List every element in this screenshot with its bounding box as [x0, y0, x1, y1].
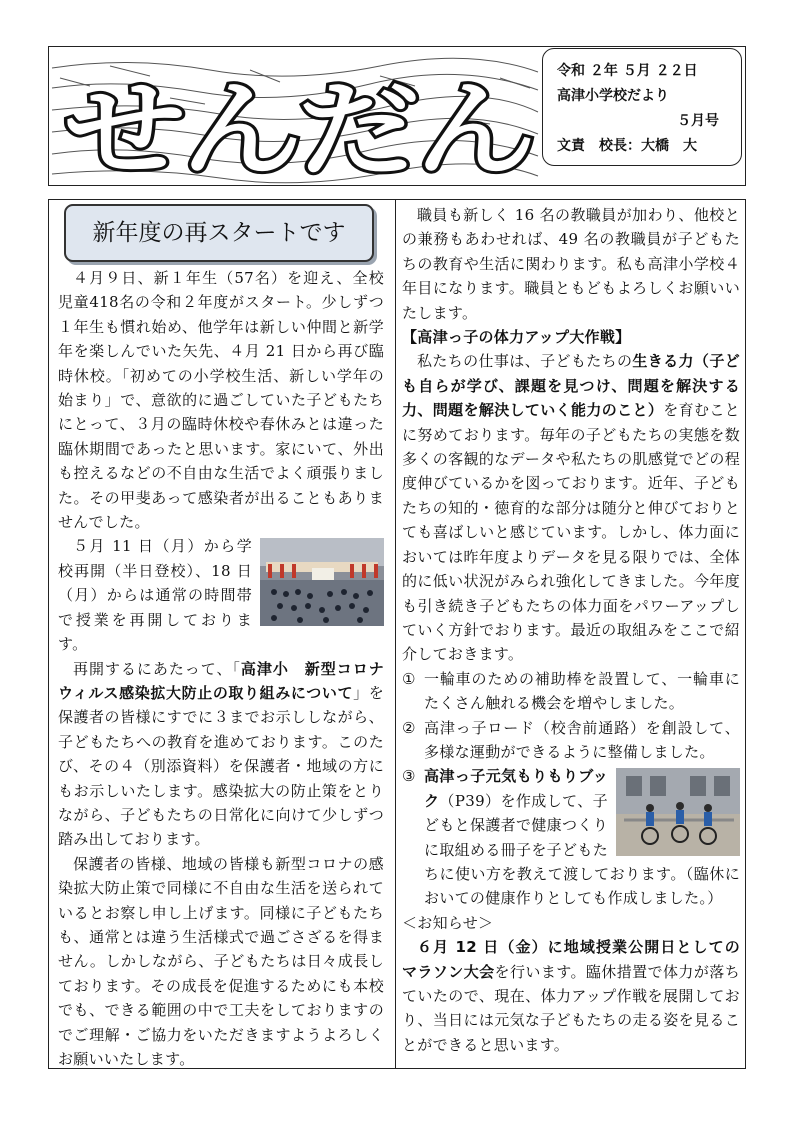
left-paragraph-1: ４月９日、新１年生（57名）を迎え、全校児童418名の令和２年度がスタート。少しずつ１年生も慣れ始め、他学年は新しい仲間と新学年を楽しんでいた矢先、４月 21 日から再び臨時休校。「初めての小学校生活、新しい学年の始まり」で、意欲的に過ごしていた子どもたちにとって、３月の臨時休校や春休みとは違った臨休期間であったと思います。家にいて、外出も控えるなどの不自由な生活でよく頑張りました。その甲斐あって感染者が出ることもありませんでした。 — [58, 269, 384, 532]
right-column — [402, 203, 740, 1057]
notice-rest: を行います。臨休措置で体力が落ちていたので、現在、体力アップ作戦を展開しており、当日には元気な子どもたちの走る姿を見ることができると思います。 — [402, 962, 740, 1054]
list-item-text: 一輪車のための補助棒を設置して、一輪車にたくさん触れる機会を増やしました。 — [424, 669, 740, 713]
left-column — [58, 266, 384, 1071]
notice-label: ＜お知らせ＞ — [402, 913, 494, 932]
list-item-number: ② — [402, 718, 416, 737]
left-p3-rest: 」を保護者の皆様にすでに３までお示ししながら、子どもたちへの教育を進めております。このたび、その４（別添資料）を保護者・地域の方にもお示しいたします。感染拡大の防止策をとりながら、子どもたちの日常化に向けて少しずつ踏み出しております。 — [58, 683, 384, 849]
booklet-name: 高津っ子元気もりもりブック — [424, 767, 608, 810]
notice-paragraph — [402, 935, 740, 1057]
fitness-heading — [402, 325, 740, 349]
unicycle-photo — [616, 768, 740, 856]
masthead-title: せんだん — [64, 69, 532, 184]
notice-emphasis: ６月 12 日（金）に地域授業公開日としてのマラソン大会 — [402, 938, 740, 981]
publication-name: 高津小学校だより — [557, 88, 669, 104]
right-paragraph-2 — [402, 349, 740, 666]
masthead-info — [542, 48, 742, 166]
left-paragraph-2: ５月 11 日（月）から学校再開（半日登校）、18 日（月）からは通常の時間帯で授業を再開しております。 — [58, 537, 252, 654]
list-item-number: ① — [402, 669, 416, 688]
left-p3-lead: 再開するにあたって、「 — [73, 659, 241, 678]
article-headline: 新年度の再スタートです — [64, 204, 374, 262]
list-item-number: ③ — [402, 767, 416, 786]
issue-number: ５月号 — [677, 113, 719, 129]
author-credit: 文責 校長：大橋 大 — [557, 138, 697, 154]
list-item — [402, 667, 740, 716]
masthead-title-art — [50, 48, 540, 184]
list-item — [402, 764, 740, 910]
left-paragraph-4: 保護者の皆様、地域の皆様も新型コロナの感染拡大防止策で同様に不自由な生活を送られているとお察し申し上げます。同様に子どもたちも、通常とは違う生活様式で過ごさざるを得ません。しかしながら、子どもたちは日々成長しております。その成長を促進するためにも本校でも、できる範囲の中で工夫をしておりますのでご理解・ご協力をいただきますようよろしくお願いいたします。 — [58, 854, 384, 1068]
issue-date: 令和 ２年 ５月 ２２日 — [557, 63, 698, 79]
right-p2-rest: を育むことに努めております。毎年の子どもたちの実態を数多くの客観的なデータや私たちの肌感覚でどの程度伸びているかを図っております。近年、子どもたちの知的・徳育的な部分は随分と伸びておりとても喜ばしいと感じています。しかし、体力面においては昨年度よりデータを見る限りでは、全体的に低い状況がみられ強化してきました。今年度も引き続き子どもたちの体力面をパワーアップしていく方針でおります。最近の取組みをここで紹介しておきます。 — [402, 401, 740, 664]
right-p2-lead: 私たちの仕事は、子どもたちの — [417, 352, 633, 371]
column-divider — [395, 199, 396, 1069]
right-paragraph-1: 職員も新しく 16 名の教職員が加わり、他校との兼務もあわせれば、49 名の教職員が子どもたちの教育や生活に関わります。私も高津小学校４年目になります。職員ともどもよろしくお願いいたします。 — [402, 206, 740, 322]
list-item — [402, 716, 740, 765]
school-assembly-photo — [260, 538, 384, 626]
booklet-description: （P39）を作成して、子どもと保護者で健康つくりに取組める冊子を子どもたちに使い方を教えて渡しております。（臨休においての健康作りとしても作成しました。） — [424, 791, 740, 908]
left-paragraph-3 — [58, 657, 384, 852]
left-p3-emphasis: 高津小 新型コロナウィルス感染拡大防止の取り組みについて — [58, 659, 384, 702]
list-item-text: 高津っ子ロード（校舎前通路）を創設して、多様な運動ができるように整備しました。 — [424, 718, 740, 761]
list-item-text — [424, 764, 740, 910]
right-p2-emphasis: 生きる力（子ども自らが学び、課題を見つけ、問題を解決する力、問題を解決していく能力のこと） — [402, 352, 740, 420]
fitness-heading-text: 【高津っ子の体力アップ大作戦】 — [402, 328, 631, 347]
